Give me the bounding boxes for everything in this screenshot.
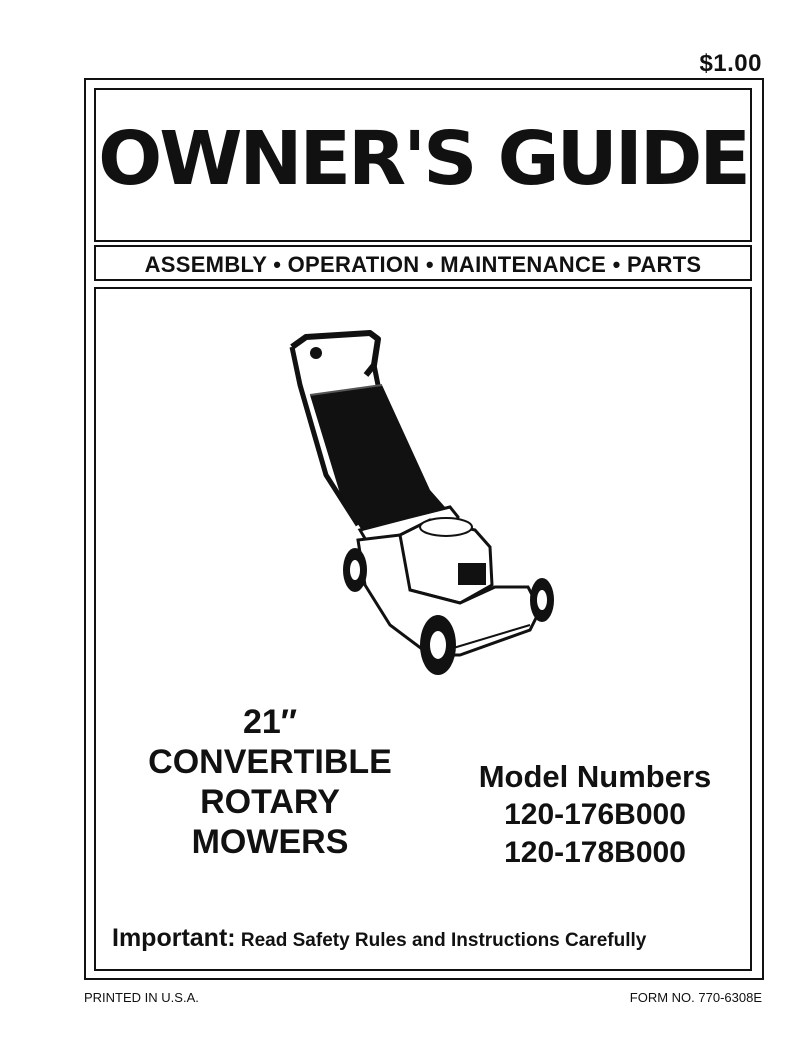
- model-numbers: [455, 758, 735, 872]
- product-line-1: CONVERTIBLE: [148, 743, 392, 781]
- important-notice: [112, 924, 646, 953]
- important-label: Important:: [112, 924, 236, 952]
- lawn-mower-illustration: [270, 325, 570, 680]
- product-line-3: MOWERS: [191, 823, 349, 861]
- guide-subtitle: ASSEMBLY • OPERATION • MAINTENANCE • PARTS: [144, 252, 702, 277]
- subtitle-box: [94, 245, 752, 281]
- title-box: [94, 88, 752, 242]
- product-size: 21″: [242, 703, 298, 741]
- important-text: Read Safety Rules and Instructions Carefully: [240, 930, 647, 951]
- model-number: 120-176B000: [504, 798, 686, 831]
- printed-in: PRINTED IN U.S.A.: [84, 990, 199, 1005]
- price-label: $1.00: [699, 50, 762, 77]
- model-numbers-heading: Model Numbers: [478, 759, 712, 794]
- form-number: FORM NO. 770-6308E: [629, 990, 762, 1005]
- product-line-2: ROTARY: [200, 783, 340, 821]
- model-number: 120-178B000: [504, 836, 686, 869]
- guide-title: OWNER'S GUIDE: [98, 116, 748, 202]
- product-name: [110, 702, 430, 862]
